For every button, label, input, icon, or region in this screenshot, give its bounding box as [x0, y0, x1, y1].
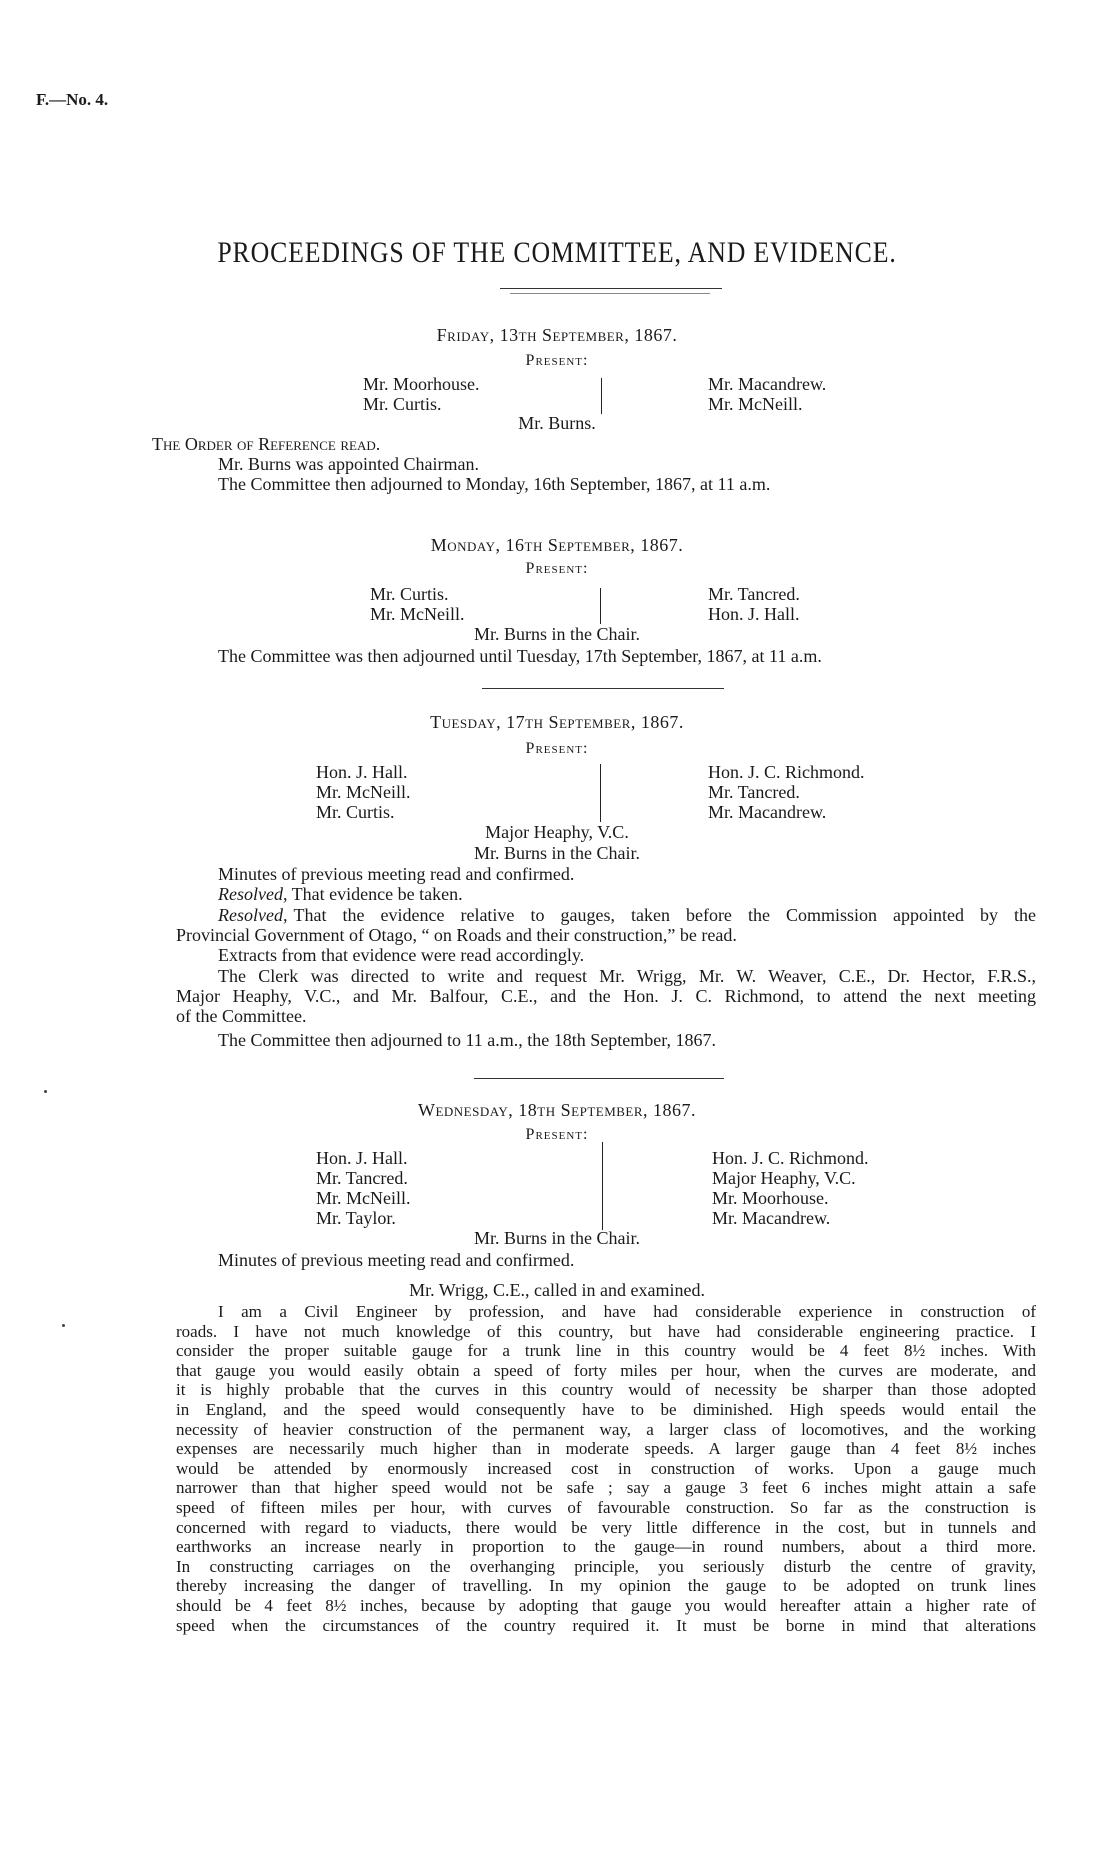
- members-left: [370, 584, 465, 624]
- member-name: Mr. Tancred.: [708, 782, 800, 802]
- section-rule: [482, 688, 724, 689]
- member-name: Hon. J. Hall.: [316, 1148, 408, 1168]
- member-name: Mr. Tancred.: [316, 1168, 408, 1188]
- text-line: expenses are necessarily much higher than in moderate speeds. A larger gauge than 4 feet 8½ inches: [176, 1439, 1036, 1459]
- member-name: Hon. J. Hall.: [708, 604, 800, 624]
- meeting-date: Monday, 16th September, 1867.: [430, 535, 684, 555]
- clerk-paragraph: [176, 966, 1036, 1026]
- text-line: necessity of heavier construction of the permanent way, a larger class of locomotives, and the working: [176, 1419, 1036, 1439]
- meeting-date: Tuesday, 17th September, 1867.: [430, 712, 684, 732]
- members-left: [363, 374, 480, 414]
- members-right: [712, 1148, 869, 1228]
- text-line: it is highly probable that the curves in this country would of necessity be sharper than those adopted: [176, 1380, 1036, 1400]
- member-name: Mr. Moorhouse.: [363, 374, 480, 394]
- member-name: Mr. Curtis.: [316, 802, 395, 822]
- member-name: Hon. J. C. Richmond.: [708, 762, 865, 782]
- text-line: In constructing carriages on the overhanging principle, you seriously disturb the centre of gravity,: [176, 1556, 1036, 1576]
- member-center: Mr. Burns in the Chair.: [474, 624, 640, 644]
- members-left: [316, 762, 411, 822]
- minute-line: Mr. Burns was appointed Chairman.: [218, 454, 479, 474]
- minute-line: The Committee then adjourned to Monday, 16th September, 1867, at 11 a.m.: [218, 474, 771, 494]
- members-right: [708, 374, 826, 414]
- text-line: would be attended by enormously increased cost in construction of works. Upon a gauge much: [176, 1458, 1036, 1478]
- member-name: Mr. McNeill.: [370, 604, 465, 624]
- members-right: [708, 584, 800, 624]
- member-center: Mr. Burns.: [518, 413, 596, 433]
- minute-line: [218, 905, 1036, 926]
- text-line: in England, and the speed would consequently have to be diminished. High speeds would entail the: [176, 1399, 1036, 1419]
- page-title: PROCEEDINGS OF THE COMMITTEE, AND EVIDENCE.: [217, 236, 897, 269]
- minute-line: The Committee then adjourned to 11 a.m., the 18th September, 1867.: [218, 1030, 717, 1050]
- resolution-text: That evidence be taken.: [291, 884, 463, 904]
- minute-line: [218, 884, 463, 905]
- evidence-paragraph: [176, 1302, 1036, 1635]
- member-name: Mr. Taylor.: [316, 1208, 396, 1228]
- minute-line: Minutes of previous meeting read and confirmed.: [218, 864, 575, 884]
- text-line: speed of fifteen miles per hour, with curves of favourable construction. So far as the construction is: [176, 1497, 1036, 1517]
- present-heading: Present:: [525, 1126, 589, 1143]
- resolution-text: That the evidence relative to gauges, taken before the Commission appointed by the: [293, 905, 1036, 925]
- title-rule-thin: [510, 293, 710, 294]
- member-name: Mr. Macandrew.: [708, 374, 827, 394]
- title-rule: [500, 288, 722, 289]
- minute-line: Extracts from that evidence were read accordingly.: [218, 945, 585, 965]
- members-left: [316, 1148, 411, 1228]
- section-rule: [474, 1078, 724, 1079]
- scan-speck: [62, 1324, 65, 1327]
- members-right: [708, 762, 865, 822]
- meeting-date: Wednesday, 18th September, 1867.: [417, 1100, 697, 1120]
- column-divider: [601, 378, 602, 414]
- member-name: Mr. Macandrew.: [708, 802, 827, 822]
- member-name: Mr. Moorhouse.: [712, 1188, 829, 1208]
- member-name: Major Heaphy, V.C.: [712, 1168, 856, 1188]
- column-divider: [600, 764, 601, 822]
- text-line: of the Committee.: [176, 1006, 307, 1026]
- member-center: Major Heaphy, V.C.: [485, 822, 629, 842]
- text-line: should be 4 feet 8½ inches, because by adopting that gauge you would hereafter attain a higher rate of: [176, 1595, 1036, 1615]
- member-name: Mr. Curtis.: [370, 584, 449, 604]
- present-heading: Present:: [525, 352, 589, 369]
- column-divider: [600, 588, 601, 624]
- minute-line: Minutes of previous meeting read and confirmed.: [218, 1250, 575, 1270]
- text-line: thereby increasing the danger of travelling. In my opinion the gauge to be adopted on trunk lines: [176, 1576, 1036, 1596]
- text-line: consider the proper suitable gauge for a trunk line in this country would be 4 feet 8½ inches. With: [176, 1341, 1036, 1361]
- minute-line: The Committee was then adjourned until Tuesday, 17th September, 1867, at 11 a.m.: [218, 646, 822, 666]
- text-line: The Clerk was directed to write and request Mr. Wrigg, Mr. W. Weaver, C.E., Dr. Hector, F.R.S.,: [218, 966, 1036, 986]
- column-divider: [602, 1142, 603, 1230]
- member-center: Mr. Burns in the Chair.: [474, 1228, 640, 1248]
- member-name: Mr. Macandrew.: [712, 1208, 831, 1228]
- member-name: Mr. McNeill.: [316, 782, 411, 802]
- member-center: Mr. Burns in the Chair.: [474, 843, 640, 863]
- member-name: Mr. Tancred.: [708, 584, 800, 604]
- text-line: I am a Civil Engineer by profession, and have had considerable experience in construction of: [218, 1302, 1036, 1321]
- present-heading: Present:: [525, 740, 589, 757]
- text-line: Major Heaphy, V.C., and Mr. Balfour, C.E., and the Hon. J. C. Richmond, to attend the next meeting: [176, 986, 1036, 1006]
- member-name: Hon. J. C. Richmond.: [712, 1148, 869, 1168]
- minute-line: The Order of Reference read.: [152, 434, 381, 454]
- text-line: earthworks an increase nearly in proportion to the gauge—in round numbers, about a third more.: [176, 1537, 1036, 1557]
- text-line: concerned with regard to viaducts, there would be very little difference in the cost, but in tunnels and: [176, 1517, 1036, 1537]
- present-heading: Present:: [525, 560, 589, 577]
- minute-line: Provincial Government of Otago, “ on Roads and their construction,” be read.: [176, 925, 737, 945]
- member-name: Mr. McNeill.: [316, 1188, 411, 1208]
- witness-heading: Mr. Wrigg, C.E., called in and examined.: [409, 1280, 705, 1300]
- member-name: Mr. Curtis.: [363, 394, 442, 414]
- member-name: Mr. McNeill.: [708, 394, 803, 414]
- scan-speck: [44, 1090, 47, 1093]
- meeting-date: Friday, 13th September, 1867.: [436, 325, 678, 345]
- text-line: narrower than that higher speed would not be safe ; say a gauge 3 feet 6 inches might attain a safe: [176, 1478, 1036, 1498]
- text-line: speed when the circumstances of the country required it. It must be borne in mind that alterations: [176, 1615, 1036, 1635]
- page-reference: F.—No. 4.: [36, 90, 109, 109]
- text-line: roads. I have not much knowledge of this country, but have had considerable engineering practice. I: [176, 1321, 1036, 1341]
- resolved-label: Resolved,: [218, 905, 288, 925]
- text-line: that gauge you would easily obtain a speed of forty miles per hour, when the curves are moderate, and: [176, 1360, 1036, 1380]
- member-name: Hon. J. Hall.: [316, 762, 408, 782]
- resolved-label: Resolved,: [218, 884, 288, 904]
